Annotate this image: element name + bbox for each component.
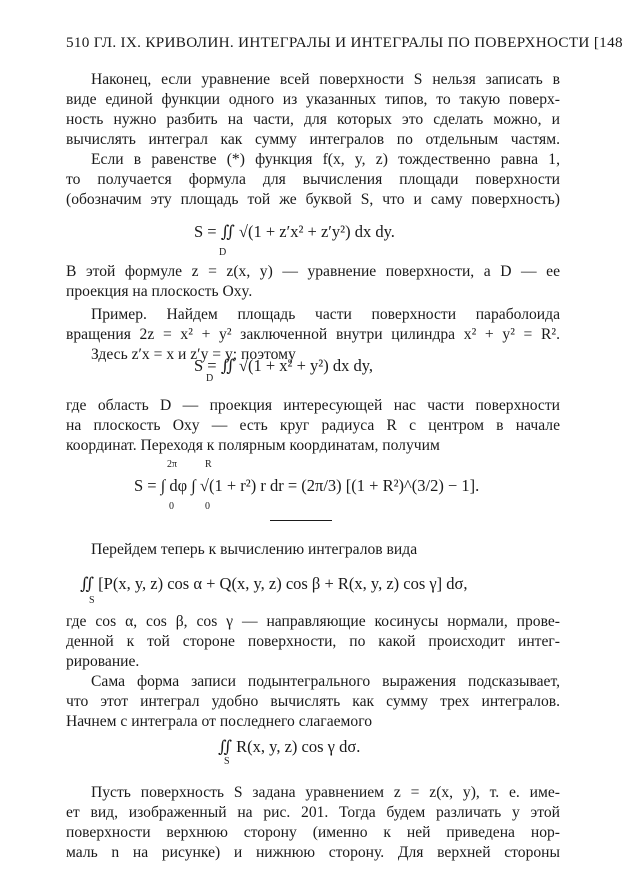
formula-limit: R	[205, 459, 212, 470]
formula-limit: S	[89, 595, 95, 606]
text-line: Перейдем теперь к вычислению интегралов вида	[91, 541, 418, 558]
text-line: виде единой функции одного из указанных типов, то такую поверх-	[66, 91, 560, 108]
text-line: где cos α, cos β, cos γ — направляющие косинусы нормали, прове-	[66, 613, 560, 630]
text-line: что этот интеграл удобно вычислять как сумму трех интегралов.	[66, 693, 560, 710]
text-line: денной к той стороне поверхности, по какой происходит интег-	[66, 633, 560, 650]
example-line: Пример. Найдем площадь части поверхности параболоида	[91, 306, 560, 323]
text-line: вращения 2z = x² + y² заключенной внутри цилиндра x² + y² = R².	[66, 326, 560, 343]
text-line: поверхности верхнюю сторону (именно к ней приведена нор-	[66, 824, 560, 841]
formula-limit: S	[224, 756, 230, 767]
text-line: Наконец, если уравнение всей поверхности S нельзя записать в	[91, 71, 560, 88]
formula-limit: D	[206, 373, 214, 384]
text-line: Пусть поверхность S задана уравнением z = z(x, y), т. е. име-	[91, 784, 560, 801]
text-line: то получается формула для вычисления площади поверхности	[66, 171, 560, 188]
formula-surface-area: S = ∬ √(1 + z′x² + z′y²) dx dy.	[194, 222, 395, 241]
text-line: маль n на рисунке) и нижнюю сторону. Для верхней стороны	[66, 844, 560, 861]
text-line: координат. Переходя к полярным координатам, получим	[66, 437, 440, 454]
text-line: Начнем с интеграла от последнего слагаемого	[66, 713, 373, 730]
text-line: Здесь z′x = x и z′y = y; поэтому	[91, 346, 296, 363]
formula-limit: 0	[205, 501, 210, 512]
formula-limit: 2π	[167, 459, 178, 470]
text-line: проекция на плоскость Oxy.	[66, 283, 253, 300]
text-line: рирование.	[66, 653, 140, 670]
formula-paraboloid-area: S = ∬ √(1 + x² + y²) dx dy,	[194, 356, 374, 375]
text-line: на плоскость Oxy — есть круг радиуса R с центром в начале	[66, 417, 560, 434]
formula-surface-integral: ∬ [P(x, y, z) cos α + Q(x, y, z) cos β + R(x, y, z) cos γ] dσ,	[80, 574, 468, 593]
text-line: ет вид, изображенный на рис. 201. Тогда будем различать у этой	[66, 804, 560, 821]
formula-polar-area: S = ∫ dφ ∫ √(1 + r²) r dr = (2π/3) [(1 + R²)^(3/2) − 1].	[134, 476, 480, 495]
text-line: где область D — проекция интересующей нас части поверхности	[66, 397, 560, 414]
text-line: вычислять интеграл как сумму интегралов по отдельным частям.	[66, 131, 560, 148]
formula-last-term: ∬ R(x, y, z) cos γ dσ.	[218, 737, 361, 756]
text-line: В этой формуле z = z(x, y) — уравнение поверхности, а D — ее	[66, 263, 560, 280]
text-line: Сама форма записи подынтегрального выражения подсказывает,	[91, 673, 560, 690]
page-number: 510	[66, 34, 90, 51]
text-line: ность нужно разбить на части, для которых это сделать можно, и	[66, 111, 560, 128]
section-number: [148	[593, 34, 623, 51]
running-header	[66, 34, 623, 52]
text-line: (обозначим эту площадь той же буквой S, что и саму поверхность)	[66, 191, 560, 208]
running-title: ГЛ. IX. КРИВОЛИН. ИНТЕГРАЛЫ И ИНТЕГРАЛЫ ПО ПОВЕРХНОСТИ	[93, 34, 590, 51]
text-line: Если в равенстве (*) функция f(x, y, z) тождественно равна 1,	[91, 151, 560, 168]
section-divider	[270, 520, 332, 521]
formula-limit: D	[219, 247, 227, 258]
formula-limit: 0	[169, 501, 174, 512]
